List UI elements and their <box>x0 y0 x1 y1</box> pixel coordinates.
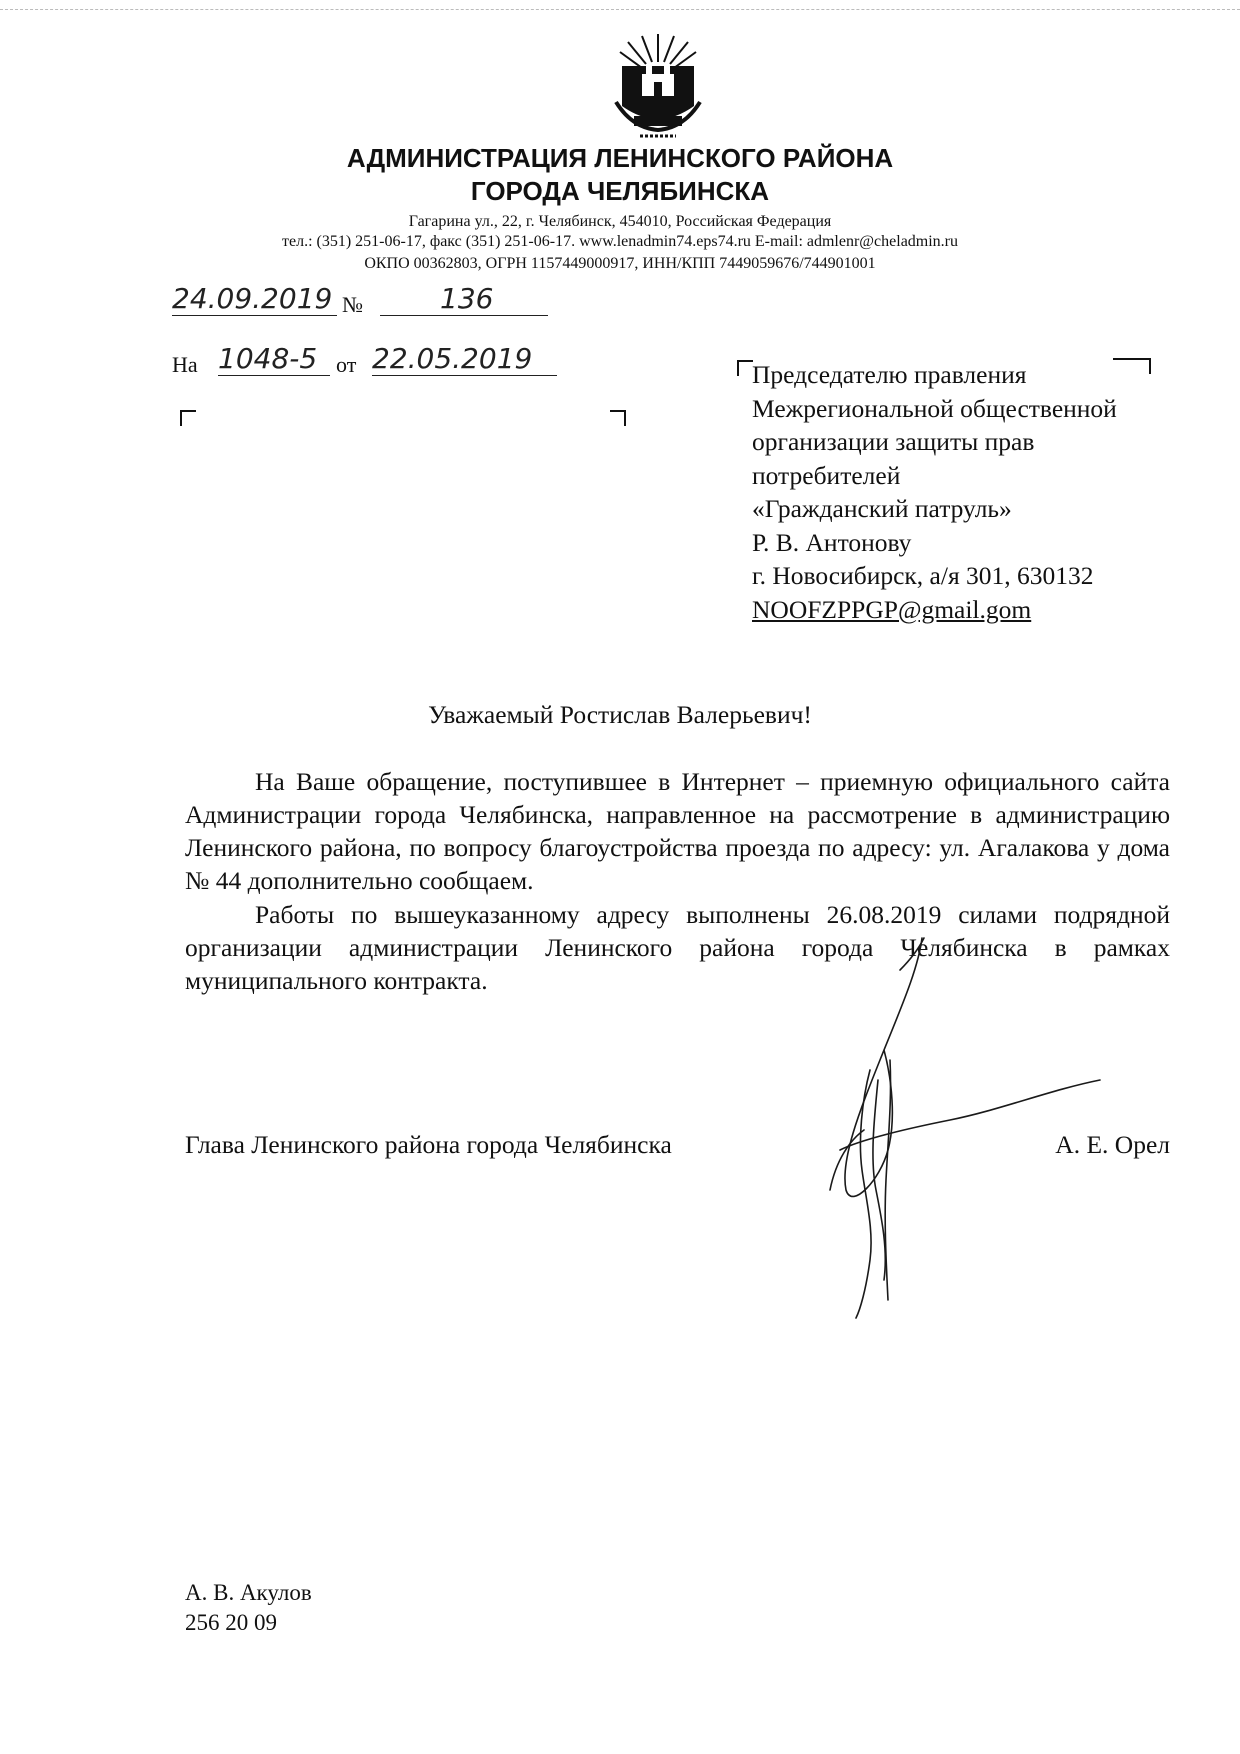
addressee-block <box>752 358 1182 626</box>
reply-from-label: от <box>336 352 357 377</box>
executor-name: А. В. Акулов <box>185 1580 312 1605</box>
coat-of-arms-emblem <box>612 32 704 142</box>
letter-paragraph-2: Работы по вышеуказанному адресу выполнены 26.08.2019 силами подрядной организации администрации Ленинского района города Челябинска в рамках муниципального контракта. <box>185 900 1170 995</box>
organization-address: Гагарина ул., 22, г. Челябинск, 454010, Российская Федерация <box>408 213 832 230</box>
organization-name-line1: АДМИНИСТРАЦИЯ ЛЕНИНСКОГО РАЙОНА <box>346 143 894 173</box>
addressee-email: NOOFZPPGP@gmail.gom <box>752 594 1032 624</box>
corner-mark-top-right <box>610 410 626 426</box>
addressee-line: Председателю правления <box>752 360 1027 389</box>
addressee-line: «Гражданский патруль» <box>752 494 1012 523</box>
letter-paragraph-1: На Ваше обращение, поступившее в Интернет – приемную официального сайта Администрации города Челябинска, направленное на рассмотрение в администрацию Ленинского района, по вопросу благоустройства проезда по адресу: ул. Агалакова у дома № 44 дополнительно сообщаем. <box>185 767 1170 895</box>
corner-mark-top-left <box>180 410 196 426</box>
reply-date: 22.05.2019 <box>372 342 557 376</box>
organization-name-line2: ГОРОДА ЧЕЛЯБИНСКА <box>470 176 770 206</box>
salutation: Уважаемый Ростислав Валерьевич! <box>428 700 812 729</box>
addressee-line: Р. В. Антонову <box>752 527 912 557</box>
addressee-line: потребителей <box>752 460 901 490</box>
addressee-line: Межрегиональной общественной <box>752 393 1117 423</box>
scan-edge-line <box>0 9 1240 10</box>
number-label: № <box>342 292 363 317</box>
addressee-corner-left <box>737 360 753 376</box>
organization-contacts: тел.: (351) 251-06-17, факс (351) 251-06-17. www.lenadmin74.eps74.ru E-mail: admlenr@cheladmin.ru <box>281 233 959 250</box>
signatory-name: А. Е. Орел <box>1055 1130 1170 1159</box>
registration-date: 24.09.2019 <box>172 282 337 316</box>
reply-label: На <box>172 352 198 377</box>
addressee-line: организации защиты прав <box>752 427 1035 456</box>
reply-number: 1048-5 <box>218 342 330 376</box>
registration-number: 136 <box>380 282 548 316</box>
signatory-title: Глава Ленинского района города Челябинска <box>185 1130 672 1159</box>
handwritten-signature <box>800 930 1130 1320</box>
addressee-line: г. Новосибирск, а/я 301, 630132 <box>752 561 1094 590</box>
executor-phone: 256 20 09 <box>185 1610 277 1635</box>
organization-codes: ОКПО 00362803, ОГРН 1157449000917, ИНН/КПП 7449059676/744901001 <box>364 255 876 272</box>
